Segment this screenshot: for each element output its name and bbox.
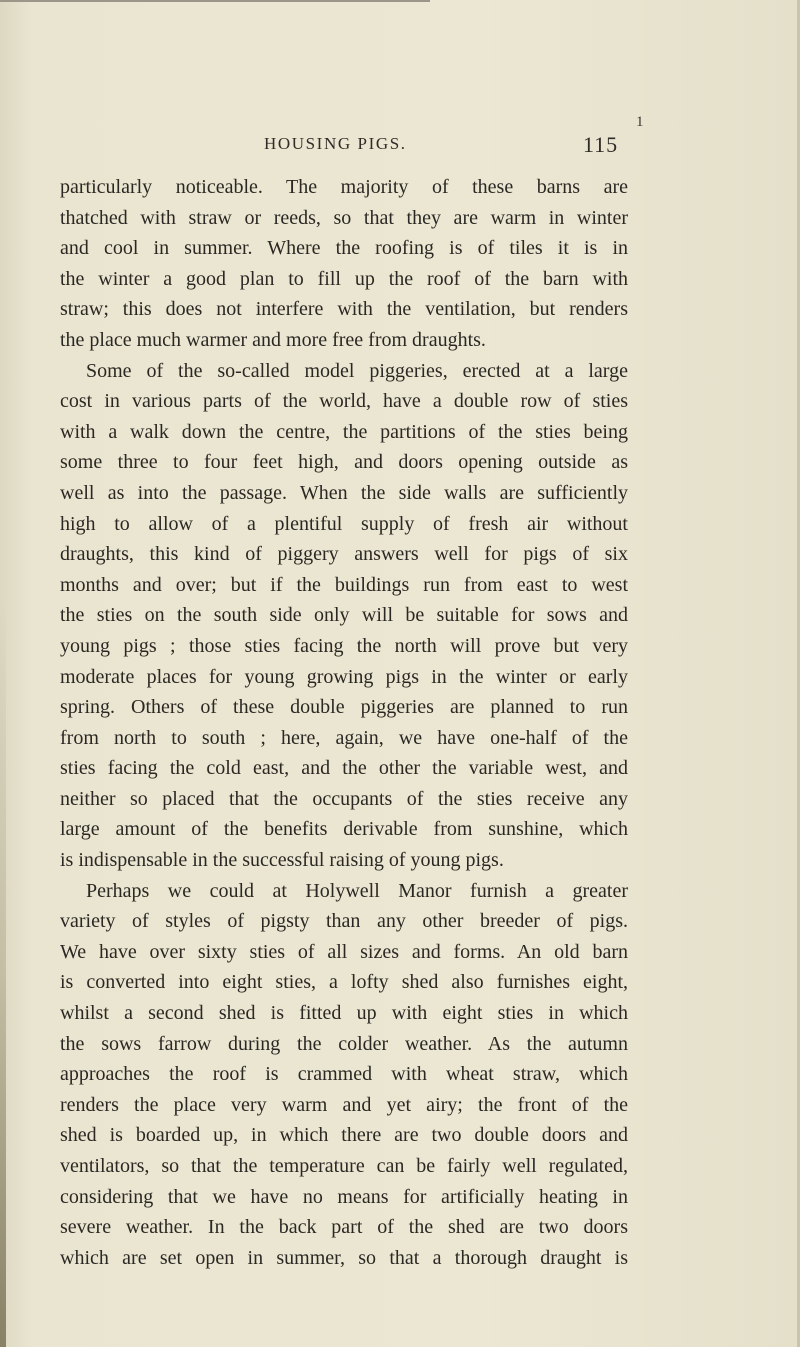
- text-line: straw; this does not interfere with the ventilation, but renders: [60, 298, 628, 321]
- text-line: cost in various parts of the world, have a double row of sties: [60, 390, 628, 413]
- text-line: from north to south ; here, again, we have one-half of the: [60, 726, 628, 749]
- text-line: the place much warmer and more free from draughts.: [60, 328, 486, 351]
- text-line: whilst a second shed is fitted up with eight sties in which: [60, 1002, 628, 1025]
- text-line: the sties on the south side only will be suitable for sows and: [60, 604, 628, 627]
- text-line: variety of styles of pigsty than any other breeder of pigs.: [60, 910, 628, 933]
- text-line: the winter a good plan to fill up the roof of the barn with: [60, 267, 628, 290]
- text-line: high to allow of a plentiful supply of fresh air without: [60, 512, 628, 535]
- text-line: which are set open in summer, so that a thorough draught is: [60, 1246, 628, 1269]
- text-line: neither so placed that the occupants of the sties receive any: [60, 787, 628, 810]
- text-line: severe weather. In the back part of the shed are two doors: [60, 1216, 628, 1239]
- text-line: particularly noticeable. The majority of these barns are: [60, 176, 628, 198]
- text-line: some three to four feet high, and doors opening outside as: [60, 451, 628, 474]
- left-binding-shadow: [0, 600, 6, 1347]
- text-line: well as into the passage. When the side walls are sufficiently: [60, 481, 628, 504]
- text-line: thatched with straw or reeds, so that they are warm in winter: [60, 206, 628, 229]
- text-line: moderate places for young growing pigs in the winter or early: [60, 665, 628, 688]
- body-text: [60, 172, 628, 1273]
- text-line: shed is boarded up, in which there are two double doors and: [60, 1124, 628, 1147]
- text-line: Some of the so-called model piggeries, erected at a large: [86, 359, 628, 382]
- text-line: ventilators, so that the temperature can be fairly well regulated,: [60, 1155, 628, 1177]
- text-line: is indispensable in the successful raising of young pigs.: [60, 849, 504, 872]
- text-line: draughts, this kind of piggery answers well for pigs of six: [60, 543, 628, 566]
- text-line: months and over; but if the buildings run from east to west: [60, 573, 628, 596]
- text-line: and cool in summer. Where the roofing is of tiles it is in: [60, 237, 628, 260]
- running-head: HOUSING PIGS.: [264, 134, 407, 153]
- text-line: considering that we have no means for artificially heating in: [60, 1185, 628, 1208]
- text-line: We have over sixty sties of all sizes and forms. An old barn: [60, 940, 628, 963]
- text-line: approaches the roof is crammed with wheat straw, which: [60, 1063, 628, 1086]
- text-line: is converted into eight sties, a lofty shed also furnishes eight,: [60, 971, 628, 994]
- text-line: spring. Others of these double piggeries are planned to run: [60, 696, 628, 719]
- text-line: large amount of the benefits derivable from sunshine, which: [60, 818, 628, 841]
- text-line: young pigs ; those sties facing the north will prove but very: [60, 634, 628, 657]
- page-number: 115: [583, 132, 619, 157]
- text-line: sties facing the cold east, and the other the variable west, and: [60, 757, 628, 780]
- corner-mark: 1: [636, 114, 644, 130]
- text-line: renders the place very warm and yet airy; the front of the: [60, 1093, 628, 1116]
- text-line: the sows farrow during the colder weather. As the autumn: [60, 1032, 628, 1055]
- top-edge-rule: [0, 0, 430, 2]
- text-line: Perhaps we could at Holywell Manor furnish a greater: [86, 879, 628, 902]
- text-line: with a walk down the centre, the partitions of the sties being: [60, 420, 628, 443]
